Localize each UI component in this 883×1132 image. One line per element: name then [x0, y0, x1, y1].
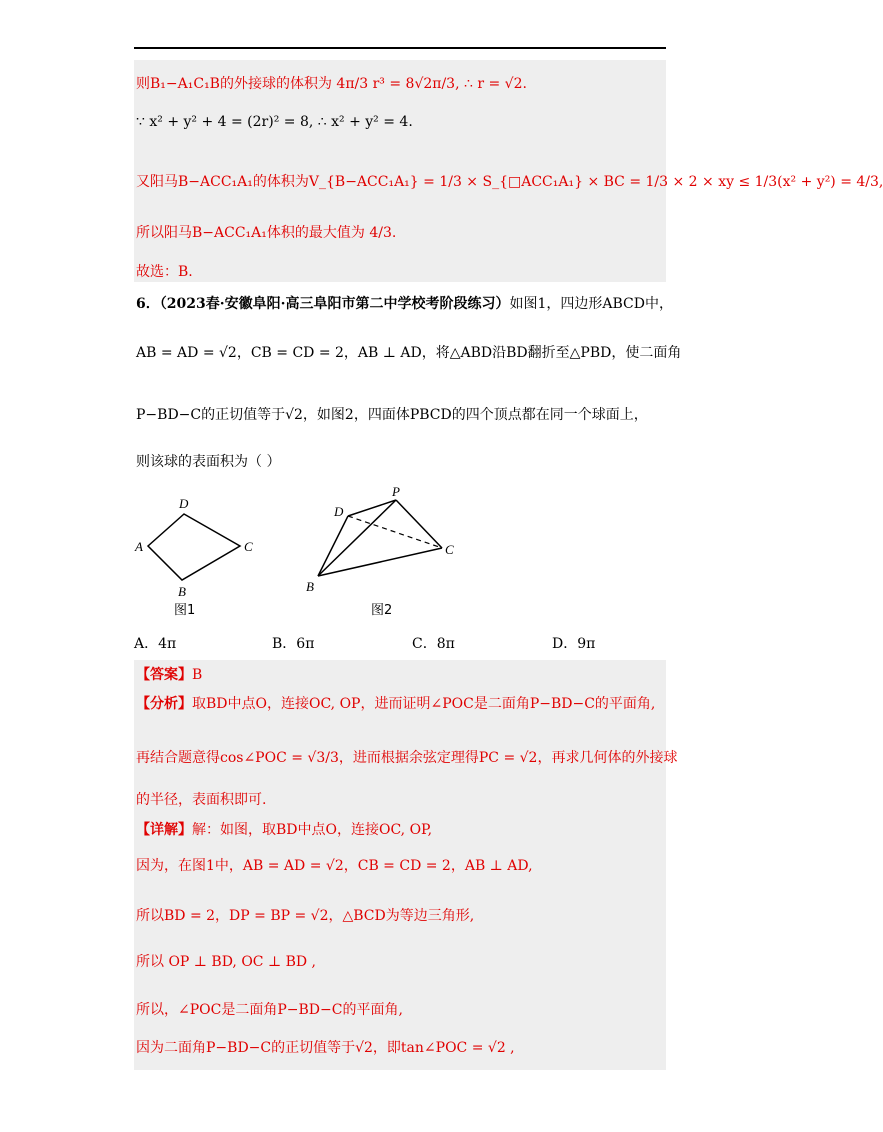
fig1-quadrilateral	[148, 514, 240, 580]
fig2-label-c: C	[445, 542, 454, 557]
question-line-2: AB = AD = √2，CB = CD = 2，AB ⊥ AD，将△ABD沿BD翻折至△PBD，使二面角	[136, 345, 682, 361]
fig2-label-d: D	[334, 504, 344, 519]
detail-line-6: 因为二面角P−BD−C的正切值等于√2，即tan∠POC = √2 ,	[136, 1040, 515, 1056]
top-line-4: 所以阳马B−ACC₁A₁体积的最大值为 4/3.	[136, 225, 397, 241]
fig2-edge-bc	[318, 548, 442, 576]
figures	[134, 484, 494, 629]
detail-line-2: 因为，在图1中，AB = AD = √2，CB = CD = 2，AB ⊥ AD,	[136, 858, 533, 874]
fig1-label-a: A	[135, 539, 143, 554]
detail-line-1: 【详解】解：如图，取BD中点O，连接OC, OP,	[136, 822, 433, 838]
analysis-tag: 【分析】	[136, 696, 192, 712]
detail-line-3: 所以BD = 2，DP = BP = √2，△BCD为等边三角形,	[136, 908, 475, 924]
figure-svg	[134, 484, 494, 625]
question-line-1	[136, 294, 673, 314]
detail-line-4: 所以 OP ⊥ BD, OC ⊥ BD ,	[136, 954, 316, 970]
fig1-label-b: B	[178, 584, 186, 599]
option-d[interactable]: D．9π	[552, 636, 596, 652]
detail-line-5: 所以，∠POC是二面角P−BD−C的平面角,	[136, 1002, 403, 1018]
fig2-caption: 图2	[371, 603, 393, 618]
option-a[interactable]: A．4π	[134, 636, 177, 652]
question-source: （2023春·安徽阜阳·高三阜阳市第二中学校考阶段练习）	[159, 296, 510, 312]
option-c[interactable]: C．8π	[412, 636, 455, 652]
question-line1-tail: 如图1，四边形ABCD中，	[509, 296, 673, 312]
detail-tag: 【详解】	[136, 822, 192, 838]
question-line-3: P−BD−C的正切值等于√2，如图2，四面体PBCD的四个顶点都在同一个球面上，	[136, 407, 648, 423]
top-line-1: 则B₁−A₁C₁B的外接球的体积为 4π/3 r³ = 8√2π/3, ∴ r = √2.	[136, 76, 527, 92]
fig2-label-b: B	[306, 579, 314, 594]
top-line-5: 故选：B.	[136, 264, 193, 280]
top-line-2: ∵ x² + y² + 4 = (2r)² = 8, ∴ x² + y² = 4.	[136, 114, 413, 130]
analysis-line-3: 的半径，表面积即可.	[136, 792, 267, 808]
answer-line	[136, 665, 202, 685]
question-number: 6．	[136, 296, 160, 312]
top-line-3: 又阳马B−ACC₁A₁的体积为V_{B−ACC₁A₁} = 1/3 × S_{□ACC₁A₁} × BC = 1/3 × 2 × xy ≤ 1/3(x² + y²) = 4/3,	[136, 174, 883, 190]
analysis-line-2: 再结合题意得cos∠POC = √3/3，进而根据余弦定理得PC = √2，再求几何体的外接球	[136, 750, 678, 766]
fig1-caption: 图1	[174, 603, 196, 618]
question-line-4: 则该球的表面积为（ ）	[136, 454, 281, 470]
header-rule	[134, 47, 666, 49]
fig1-label-c: C	[244, 539, 253, 554]
fig2-label-p: P	[392, 484, 400, 499]
option-b[interactable]: B．6π	[272, 636, 315, 652]
fig1-label-d: D	[179, 496, 189, 511]
answer-value: B	[192, 667, 203, 683]
fig2-edge-bp	[318, 500, 396, 576]
analysis-line-1: 【分析】取BD中点O，连接OC, OP，进而证明∠POC是二面角P−BD−C的平面角,	[136, 696, 656, 712]
answer-tag: 【答案】	[136, 667, 192, 683]
fig2-edge-bd	[318, 516, 348, 576]
